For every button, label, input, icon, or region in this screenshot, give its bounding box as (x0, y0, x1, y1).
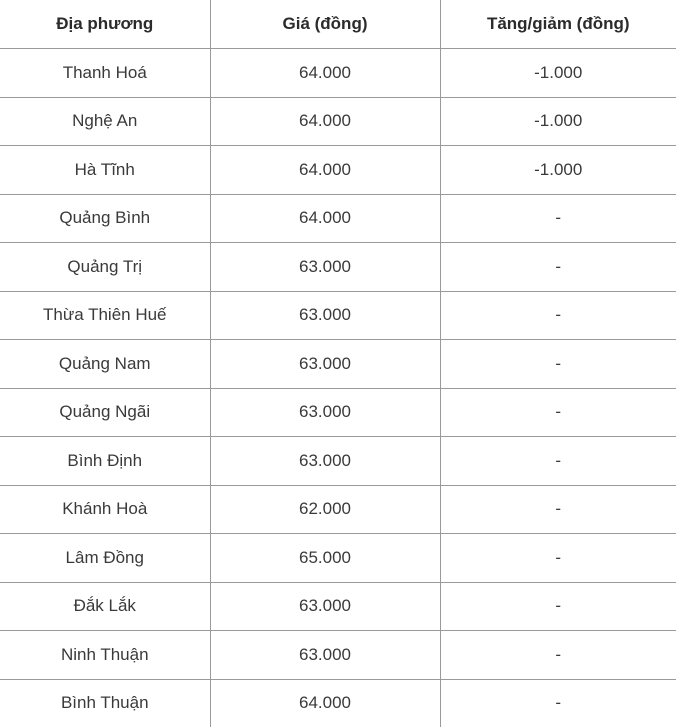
cell-change: - (440, 243, 676, 292)
table-row (0, 97, 676, 146)
table-header (0, 0, 676, 49)
cell-change: -1.000 (440, 97, 676, 146)
table-row (0, 194, 676, 243)
cell-change: - (440, 437, 676, 486)
cell-locality: Quảng Nam (0, 340, 210, 389)
cell-change: - (440, 388, 676, 437)
cell-change: - (440, 340, 676, 389)
table-row (0, 291, 676, 340)
cell-locality: Quảng Ngãi (0, 388, 210, 437)
cell-locality: Thanh Hoá (0, 49, 210, 98)
cell-price: 63.000 (210, 291, 440, 340)
cell-price: 63.000 (210, 582, 440, 631)
table-row (0, 340, 676, 389)
cell-change: - (440, 485, 676, 534)
column-header-price: Giá (đồng) (210, 0, 440, 49)
cell-change: - (440, 631, 676, 680)
cell-price: 63.000 (210, 388, 440, 437)
table-row (0, 631, 676, 680)
cell-price: 63.000 (210, 340, 440, 389)
cell-price: 64.000 (210, 194, 440, 243)
cell-price: 65.000 (210, 534, 440, 583)
cell-locality: Hà Tĩnh (0, 146, 210, 195)
table-row (0, 534, 676, 583)
table-row (0, 49, 676, 98)
cell-price: 64.000 (210, 49, 440, 98)
cell-locality: Nghệ An (0, 97, 210, 146)
cell-price: 64.000 (210, 146, 440, 195)
cell-price: 63.000 (210, 631, 440, 680)
table-row (0, 243, 676, 292)
cell-locality: Thừa Thiên Huế (0, 291, 210, 340)
table-row (0, 679, 676, 727)
table-row (0, 146, 676, 195)
table-header-row (0, 0, 676, 49)
cell-price: 63.000 (210, 243, 440, 292)
cell-price: 64.000 (210, 679, 440, 727)
cell-change: - (440, 534, 676, 583)
cell-change: - (440, 582, 676, 631)
cell-price: 64.000 (210, 97, 440, 146)
cell-locality: Lâm Đồng (0, 534, 210, 583)
table-row (0, 485, 676, 534)
table-row (0, 437, 676, 486)
cell-price: 62.000 (210, 485, 440, 534)
cell-change: - (440, 194, 676, 243)
table-row (0, 582, 676, 631)
column-header-change: Tăng/giảm (đồng) (440, 0, 676, 49)
cell-locality: Quảng Trị (0, 243, 210, 292)
cell-locality: Bình Định (0, 437, 210, 486)
table-row (0, 388, 676, 437)
cell-price: 63.000 (210, 437, 440, 486)
table-body (0, 49, 676, 727)
cell-locality: Bình Thuận (0, 679, 210, 727)
cell-change: -1.000 (440, 49, 676, 98)
cell-locality: Đắk Lắk (0, 582, 210, 631)
cell-locality: Khánh Hoà (0, 485, 210, 534)
cell-change: -1.000 (440, 146, 676, 195)
cell-locality: Ninh Thuận (0, 631, 210, 680)
column-header-locality: Địa phương (0, 0, 210, 49)
cell-change: - (440, 679, 676, 727)
cell-locality: Quảng Bình (0, 194, 210, 243)
cell-change: - (440, 291, 676, 340)
